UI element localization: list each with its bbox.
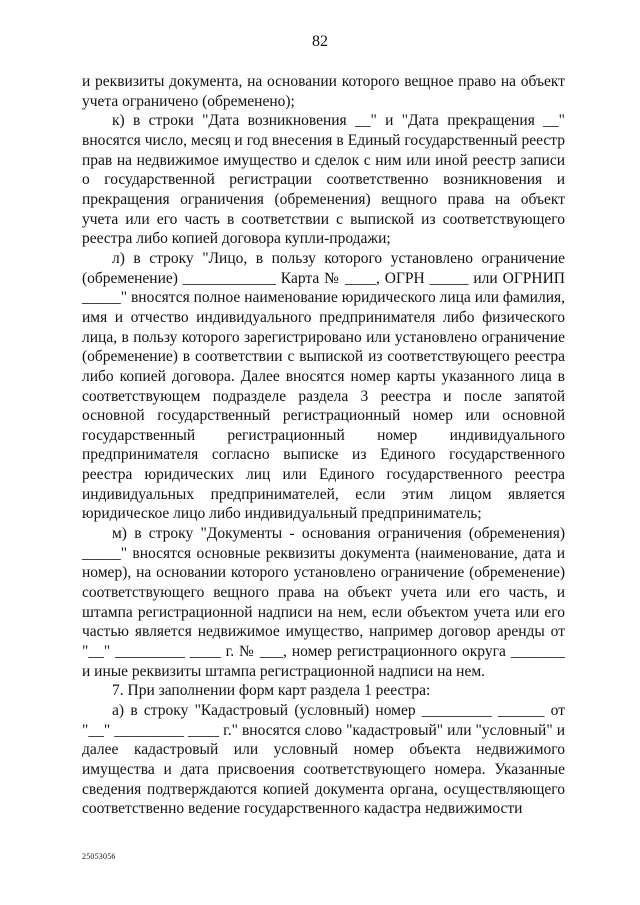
- paragraph-item-m: м) в строку "Документы - основания ограничения (обременения) _____" вносятся основные реквизиты документа (наименование, дата и номер), на основании которого установлено ограничение (обременение) соответствующего вещного права на объект учета или его часть, и штампа регистрационной надписи на нем, если объектом учета или его частью является недвижимое имущество, например договор аренды от "__" _________ ____ г. № ___, номер регистрационного округа _______ и иные реквизиты штампа регистрационной надписи на нем.: [82, 525, 565, 680]
- paragraph-item-l: л) в строку "Лицо, в пользу которого установлено ограничение (обременение) ____________ Карта № ____, ОГРН _____ или ОГРНИП _____" вносятся полное наименование юридического лица или фамилия, имя и отчество индивидуального предпринимателя либо физического лица, в пользу которого зарегистрировано или установлено ограничение (обременение) в соответствии с выпиской из соответствующего реестра либо копией договора. Далее вносятся номер карты указанного лица в соответствующем подразделе раздела 3 реестра и после запятой основной государственный регистрационный номер или основной государственный регистрационный номер индивидуального предпринимателя согласно выписке из Единого государственного реестра юридических лиц или Единого государственного реестра индивидуальных предпринимателей, если этим лицом является юридическое лицо либо индивидуальный предприниматель;: [82, 249, 565, 523]
- page-number: 82: [312, 33, 328, 50]
- paragraph-item-k: к) в строки "Дата возникновения __" и "Дата прекращения __" вносятся число, месяц и год внесения в Единый государственный реестр прав на недвижимое имущество и сделок с ним или иной реестр записи о государственной регистрации соответственно возникновения и прекращения ограничения (обременения) вещного права на объект учета или его часть в соответствии с выпиской из соответствующего реестра либо копией договора купли-продажи;: [82, 112, 565, 248]
- document-body: [82, 72, 565, 819]
- document-code: 25053056: [82, 852, 116, 861]
- paragraph-continuation: и реквизиты документа, на основании которого вещное право на объект учета ограничено (обременено);: [82, 73, 565, 110]
- paragraph-item-a: а) в строку "Кадастровый (условный) номер _________ ______ от "__" _________ ____ г." вносятся слово "кадастровый" или "условный" и далее кадастровый или условный номер объекта недвижимого имущества и дата присвоения соответствующего номера. Указанные сведения подтверждаются копией документа органа, осуществляющего соответственно ведение государственного кадастра недвижимости: [82, 702, 565, 818]
- paragraph-section-7: 7. При заполнении форм карт раздела 1 реестра:: [112, 682, 431, 700]
